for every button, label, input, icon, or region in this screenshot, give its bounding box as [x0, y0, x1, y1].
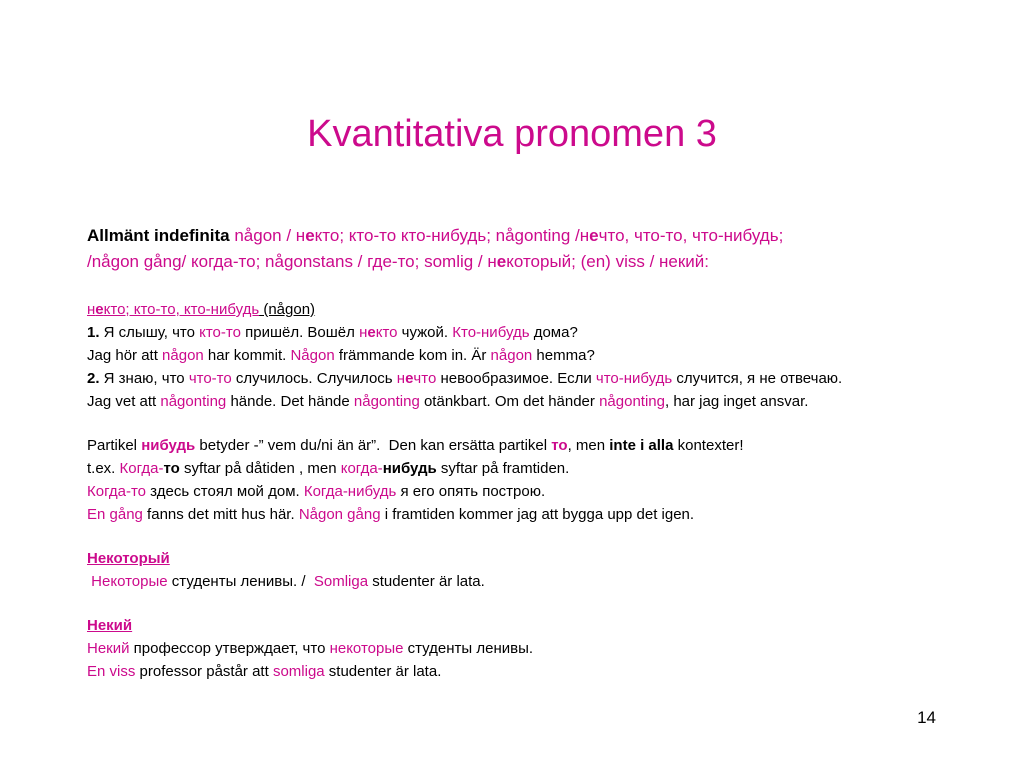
- text-fragment: betyder -” vem du/ni än är”. Den kan ersätta partikel: [195, 437, 552, 454]
- text-fragment: что, что-то, что-нибудь;: [598, 226, 784, 245]
- stress-mark: е: [496, 252, 507, 271]
- text-fragment: syftar på dåtiden , men: [179, 460, 341, 477]
- highlight-word: то: [551, 437, 568, 454]
- highlight-word: нибудь: [141, 437, 196, 454]
- highlight-word: någonting: [353, 393, 420, 410]
- highlight-word: någon: [490, 347, 533, 364]
- text-fragment: пришёл. Вошёл: [240, 324, 360, 341]
- intro-label: Allmänt indefinita: [87, 226, 230, 245]
- section4-line-2: [87, 661, 441, 683]
- text-fragment: случится, я не отвечаю.: [672, 370, 843, 387]
- text-fragment: någon / н: [229, 226, 306, 245]
- text-fragment: professor påstår att: [135, 663, 273, 680]
- text-fragment: Jag vet att: [87, 393, 161, 410]
- text-fragment: , har jag inget ansvar.: [664, 393, 809, 410]
- section-heading: Некоторый: [87, 550, 170, 567]
- text-fragment: студенты ленивы. /: [167, 573, 314, 590]
- text-fragment: невообразимое. Если: [436, 370, 596, 387]
- text-fragment: н: [87, 301, 96, 318]
- highlight-word: Некий: [87, 640, 130, 657]
- text-fragment: кто; кто-то кто-нибудь; någonting /н: [314, 226, 590, 245]
- text-fragment: случилось. Случилось: [231, 370, 397, 387]
- text-fragment: чужой.: [397, 324, 453, 341]
- text-fragment: hemma?: [532, 347, 595, 364]
- text-fragment: Я знаю, что: [99, 370, 189, 387]
- highlight-word: somliga: [272, 663, 325, 680]
- highlight-word: кто: [375, 324, 398, 341]
- text-fragment: /någon gång/ когда-то; någonstans / где-то; somlig / н: [87, 252, 497, 271]
- highlight-word: Когда-: [119, 460, 164, 477]
- text-fragment: Partikel: [87, 437, 142, 454]
- item-number: 2.: [87, 370, 100, 387]
- highlight-word: Någon: [290, 347, 335, 364]
- text-fragment: который; (en) viss / некий:: [506, 252, 710, 271]
- text-fragment: (någon): [259, 301, 316, 318]
- highlight-word: когда-: [340, 460, 383, 477]
- text-fragment: syftar på framtiden.: [436, 460, 570, 477]
- highlight-word: н: [396, 370, 406, 387]
- text-fragment: främmande kom in. Är: [334, 347, 491, 364]
- item-number: 1.: [87, 324, 100, 341]
- text-fragment: я его опять построю.: [396, 483, 546, 500]
- highlight-word: någonting: [599, 393, 665, 410]
- highlight-word: Когда-нибудь: [303, 483, 397, 500]
- section3-line-1: [87, 571, 485, 593]
- highlight-word: En viss: [87, 663, 136, 680]
- emphasis-text: нибудь: [382, 460, 437, 477]
- text-fragment: профессор утверждает, что: [129, 640, 330, 657]
- slide-title: Kvantitativa pronomen 3: [307, 113, 717, 155]
- highlight-word: кто-то: [199, 324, 241, 341]
- stress-mark: е: [95, 301, 104, 318]
- section1-line-3: [87, 368, 842, 390]
- section-heading: Некий: [87, 617, 133, 634]
- stress-mark: е: [305, 226, 315, 245]
- section2-line-1: [87, 435, 744, 457]
- section2-line-2: [87, 458, 569, 480]
- intro-line-2: [87, 249, 709, 275]
- highlight-word: Somliga: [313, 573, 369, 590]
- text-fragment: t.ex.: [87, 460, 120, 477]
- highlight-word: н: [359, 324, 368, 341]
- highlight-word: någonting: [160, 393, 227, 410]
- section1-heading: [87, 299, 315, 321]
- intro-line-1: [87, 223, 783, 249]
- text-fragment: fanns det mitt hus här.: [142, 506, 299, 523]
- section3-heading: [87, 548, 170, 570]
- highlight-word: что-то: [188, 370, 232, 387]
- section1-line-4: [87, 391, 808, 413]
- highlight-word: Когда-то: [87, 483, 147, 500]
- highlight-word: что: [413, 370, 437, 387]
- section4-heading: [87, 615, 132, 637]
- text-fragment: otänkbart. Om det händer: [419, 393, 600, 410]
- text-fragment: здесь стоял мой дом.: [146, 483, 304, 500]
- text-fragment: Я слышу, что: [99, 324, 200, 341]
- stress-mark: е: [405, 370, 414, 387]
- text-fragment: kontexter!: [673, 437, 744, 454]
- text-fragment: Jag hör att: [87, 347, 163, 364]
- section2-line-3: [87, 481, 545, 503]
- text-fragment: studenter är lata.: [368, 573, 485, 590]
- highlight-word: En gång: [87, 506, 143, 523]
- highlight-word: någon: [162, 347, 204, 364]
- text-fragment: , men: [567, 437, 610, 454]
- text-fragment: дома?: [529, 324, 578, 341]
- text-fragment: студенты ленивы.: [403, 640, 534, 657]
- highlight-word: Någon gång: [298, 506, 381, 523]
- highlight-word: что-нибудь: [595, 370, 673, 387]
- section4-line-1: [87, 638, 533, 660]
- emphasis-text: inte i alla: [609, 437, 674, 454]
- highlight-word: Кто-нибудь: [452, 324, 530, 341]
- text-fragment: i framtiden kommer jag att bygga upp det igen.: [380, 506, 695, 523]
- text-fragment: har kommit.: [203, 347, 291, 364]
- section1-line-2: [87, 345, 595, 367]
- text-fragment: hände. Det hände: [226, 393, 354, 410]
- stress-mark: е: [367, 324, 376, 341]
- highlight-word: Некоторые: [87, 573, 168, 590]
- page-number: 14: [917, 708, 936, 727]
- stress-mark: е: [589, 226, 599, 245]
- section1-line-1: [87, 322, 578, 344]
- highlight-word: некоторые: [329, 640, 404, 657]
- section2-line-4: [87, 504, 694, 526]
- emphasis-text: то: [163, 460, 180, 477]
- text-fragment: кто; кто-то, кто-нибудь: [103, 301, 260, 318]
- text-fragment: studenter är lata.: [324, 663, 442, 680]
